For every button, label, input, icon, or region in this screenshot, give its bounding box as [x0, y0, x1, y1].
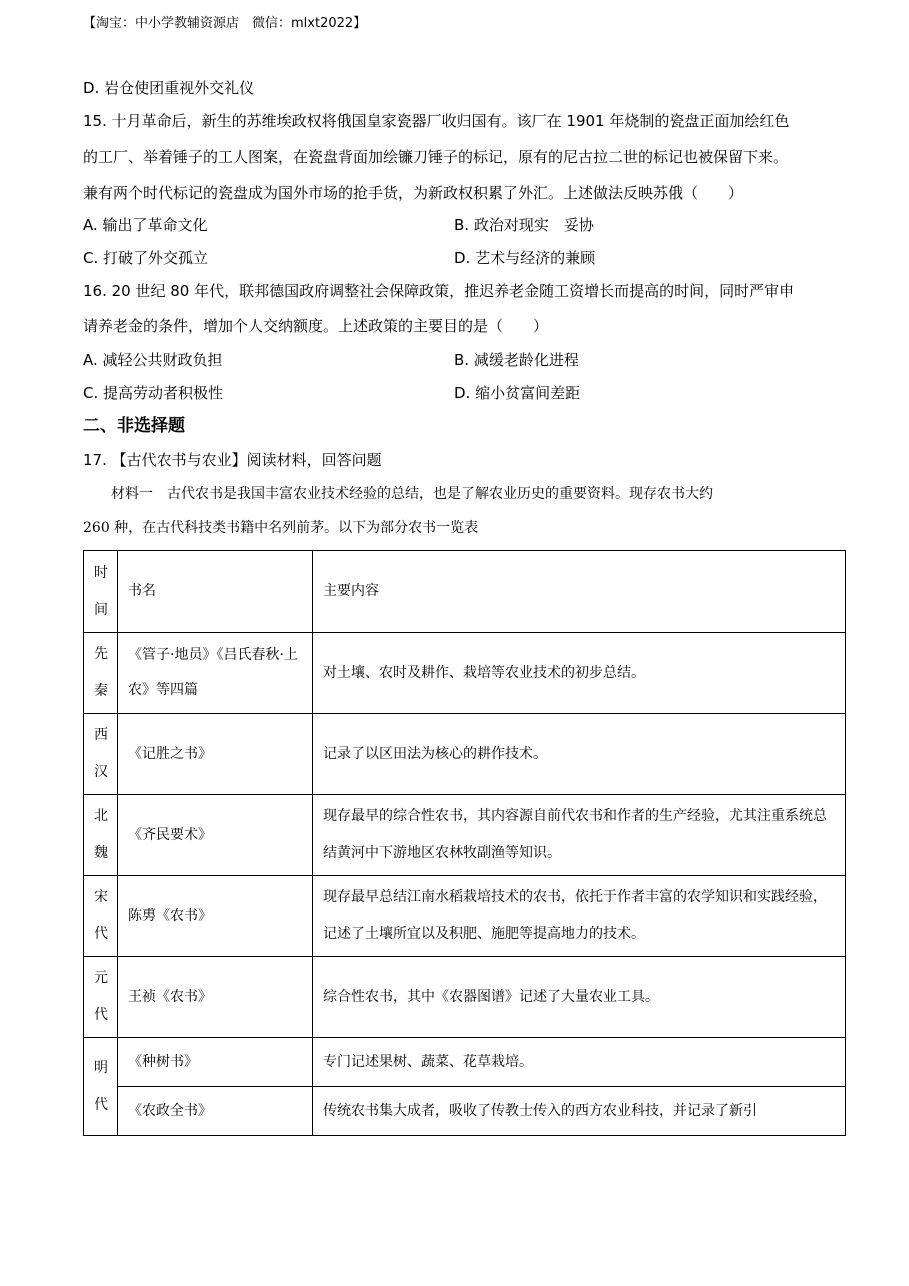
q15-stem-line-3: 兼有两个时代标记的瓷盘成为国外市场的抢手货，为新政权积累了外汇。上述做法反映苏俄（ ） [83, 184, 744, 202]
content-cell: 专门记述果树、蔬菜、花草栽培。 [313, 1038, 846, 1087]
book-cell: 《记胜之书》 [118, 714, 313, 795]
content-cell: 对土壤、农时及耕作、栽培等农业技术的初步总结。 [313, 633, 846, 714]
content-cell: 综合性农书，其中《农器图谱》记述了大量农业工具。 [313, 957, 846, 1038]
q15-option-d: D. 艺术与经济的兼顾 [454, 249, 596, 267]
content-cell: 现存最早的综合性农书，其内容源自前代农书和作者的生产经验，尤其注重系统总结黄河中下游地区农林牧副渔等知识。 [313, 795, 846, 876]
book-cell: 王祯《农书》 [118, 957, 313, 1038]
q17-material-line-1: 材料一 古代农书是我国丰富农业技术经验的总结，也是了解农业历史的重要资料。现存农书大约 [83, 486, 713, 502]
content-cell: 传统农书集大成者，吸收了传教士传入的西方农业科技，并记录了新引 [313, 1087, 846, 1136]
book-cell: 《农政全书》 [118, 1087, 313, 1136]
header-era-cell: 时 间 [84, 551, 118, 633]
q16-option-a: A. 减轻公共财政负担 [83, 351, 223, 369]
era-cell: 西 汉 [84, 714, 118, 795]
era-cell: 先 秦 [84, 633, 118, 714]
table-row [84, 795, 846, 876]
era-cell: 北 魏 [84, 795, 118, 876]
table-row [84, 1087, 846, 1136]
book-cell: 《管子·地员》《吕氏春秋·上农》等四篇 [118, 633, 313, 714]
section-title: 二、非选择题 [83, 416, 185, 436]
table-row [84, 1038, 846, 1087]
table-row [84, 876, 846, 957]
content-cell: 现存最早总结江南水稻栽培技术的农书，依托于作者丰富的农学知识和实践经验，记述了土壤所宜以及积肥、施肥等提高地力的技术。 [313, 876, 846, 957]
q16-option-c: C. 提高劳动者积极性 [83, 384, 224, 402]
table-row [84, 714, 846, 795]
q16-stem-line-1: 16. 20 世纪 80 年代，联邦德国政府调整社会保障政策，推迟养老金随工资增长而提高的时间，同时严审申 [83, 282, 795, 300]
book-cell: 《种树书》 [118, 1038, 313, 1087]
q17-title: 17. 【古代农书与农业】阅读材料，回答问题 [83, 451, 382, 469]
book-cell: 陈旉《农书》 [118, 876, 313, 957]
q16-option-d: D. 缩小贫富间差距 [454, 384, 581, 402]
q17-material-line-2: 260 种，在古代科技类书籍中名列前茅。以下为部分农书一览表 [83, 520, 479, 536]
table-row [84, 957, 846, 1038]
q15-stem-line-1: 15. 十月革命后，新生的苏维埃政权将俄国皇家瓷器厂收归国有。该厂在 1901 年烧制的瓷盘正面加绘红色 [83, 112, 790, 130]
content-cell: 记录了以区田法为核心的耕作技术。 [313, 714, 846, 795]
q15-option-c: C. 打破了外交孤立 [83, 249, 209, 267]
q16-option-b: B. 减缓老龄化进程 [454, 351, 579, 369]
era-cell: 元 代 [84, 957, 118, 1038]
q15-stem-line-2: 的工厂、举着锤子的工人图案，在瓷盘背面加绘镰刀锤子的标记，原有的尼古拉二世的标记也被保留下来。 [83, 148, 789, 166]
era-cell: 明 代 [84, 1038, 118, 1136]
table-header-row [84, 551, 846, 633]
era-cell: 宋 代 [84, 876, 118, 957]
book-cell: 《齐民要术》 [118, 795, 313, 876]
q15-option-b: B. 政治对现实 妥协 [454, 216, 594, 234]
page-header-watermark: 【淘宝：中小学教辅资源店 微信：mlxt2022】 [83, 16, 367, 31]
header-book-cell: 书名 [118, 551, 313, 633]
header-content-cell: 主要内容 [313, 551, 846, 633]
q15-option-a: A. 输出了革命文化 [83, 216, 208, 234]
agricultural-books-table [83, 550, 846, 1136]
q14-option-d: D. 岩仓使团重视外交礼仪 [83, 79, 255, 97]
q16-stem-line-2: 请养老金的条件，增加个人交纳额度。上述政策的主要目的是（ ） [83, 317, 549, 335]
table-row [84, 633, 846, 714]
